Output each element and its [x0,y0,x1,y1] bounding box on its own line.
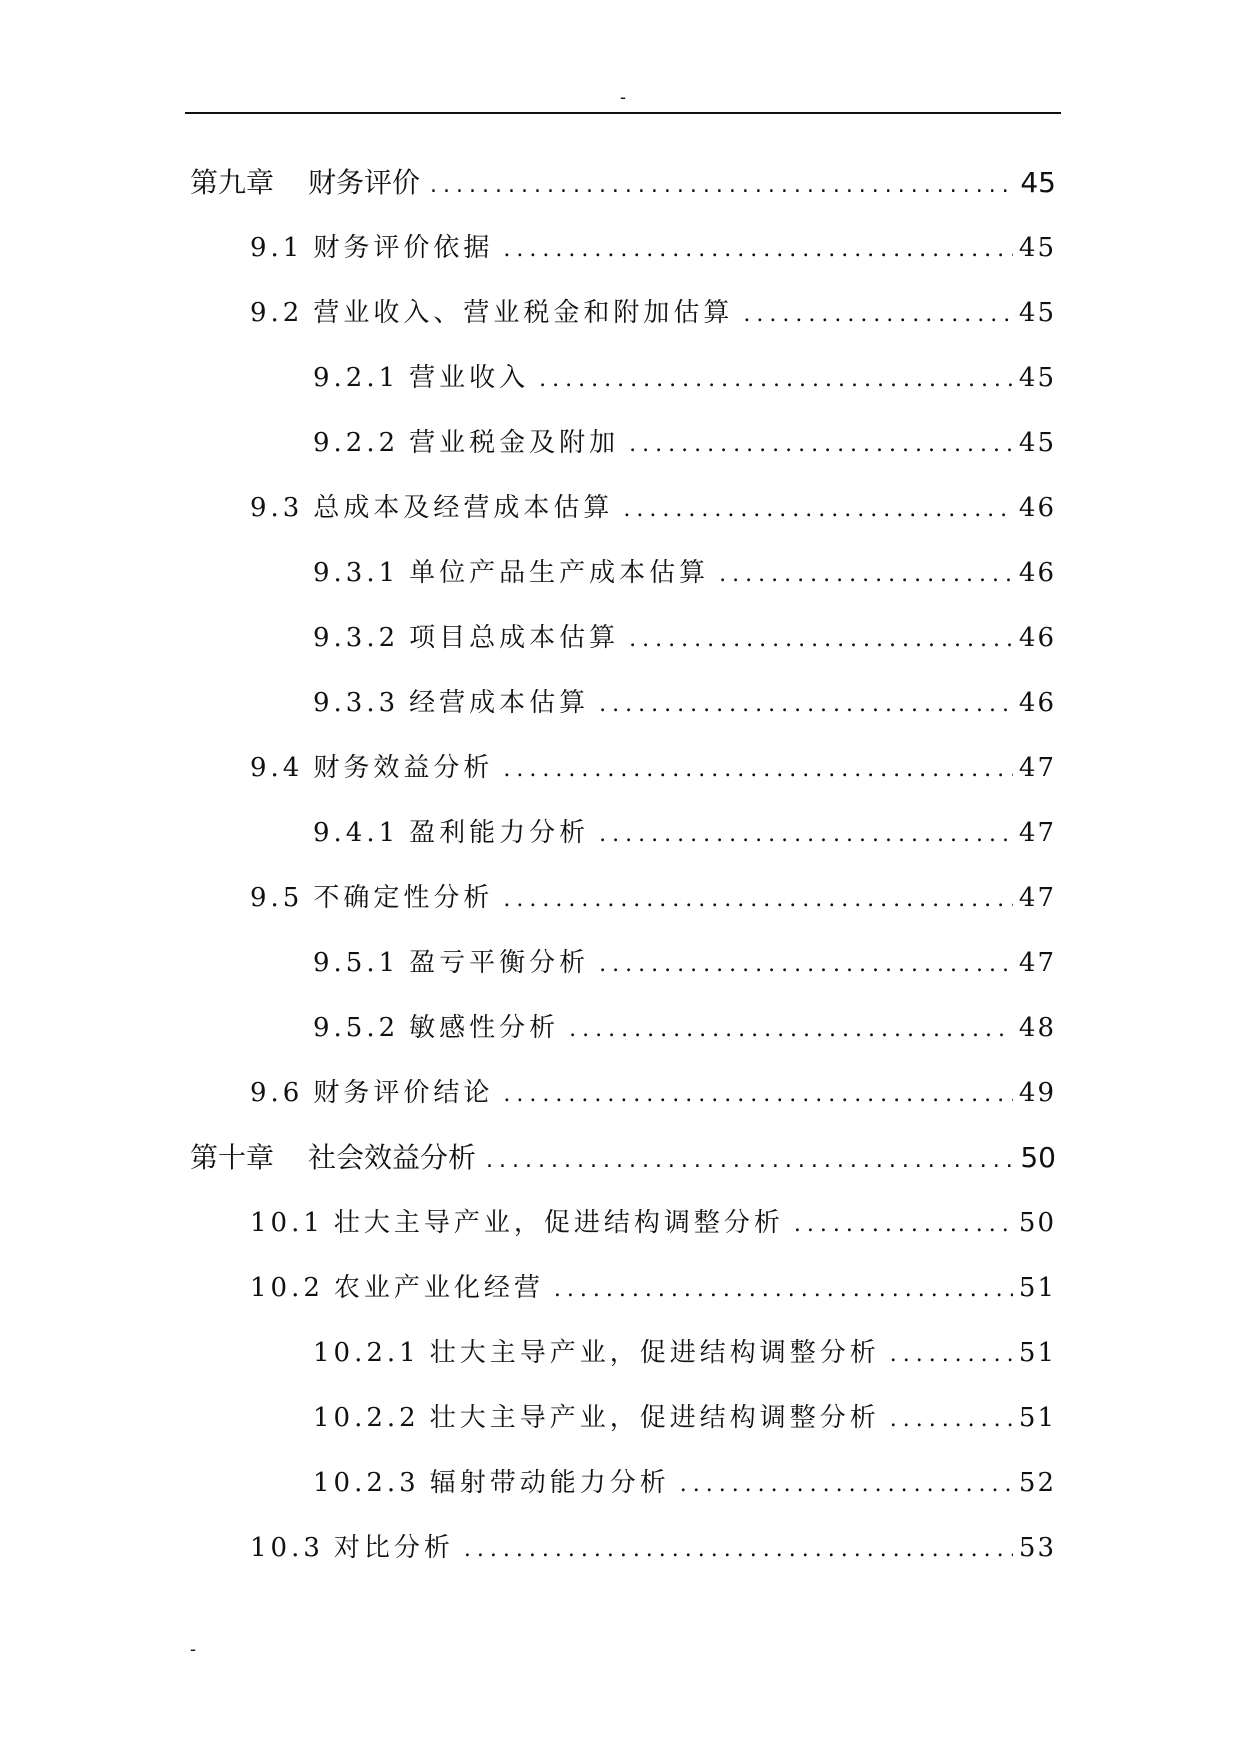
toc-leader-dots [623,488,1013,532]
toc-entry-number: 9.6 [250,1078,304,1108]
toc-leader-dots [890,1333,1013,1377]
toc-entry-page: 47 [1018,753,1056,783]
toc-leader-dots [503,878,1013,922]
toc-entry-title: 经营成本估算 [409,688,590,718]
toc-entry-9-5-2[interactable] [313,1006,1056,1050]
toc-entry-number: 9.4 [250,753,304,783]
toc-entry-9-3-2[interactable] [313,616,1056,660]
header-mark: - [620,87,626,107]
toc-entry-9-3-3[interactable] [313,681,1056,725]
toc-leader-dots [629,618,1013,662]
toc-entry-page: 50 [1020,1141,1056,1174]
toc-leader-dots [430,164,1014,208]
toc-entry-page: 51 [1018,1273,1056,1303]
toc-entry-10-2-1[interactable] [313,1331,1056,1375]
toc-entry-page: 52 [1018,1468,1056,1498]
toc-entry-page: 46 [1018,688,1056,718]
toc-entry-10-2-3[interactable] [313,1461,1056,1505]
toc-leader-dots [569,1008,1013,1052]
toc-leader-dots [554,1268,1013,1312]
toc-leader-dots [719,553,1013,597]
toc-entry-title: 总成本及经营成本估算 [313,493,614,523]
toc-entry-title: 单位产品生产成本估算 [409,558,710,588]
toc-entry-10-2-2[interactable] [313,1396,1056,1440]
toc-entry-number: 10.3 [250,1533,324,1563]
toc-entry-10-2[interactable] [250,1266,1056,1310]
toc-entry-number: 9.2 [250,298,304,328]
toc-entry-title: 对比分析 [333,1533,454,1563]
toc-entry-number: 10.2.3 [313,1468,420,1498]
toc-entry-page: 45 [1020,166,1056,199]
toc-entry-title: 农业产业化经营 [333,1273,544,1303]
toc-entry-9-4-1[interactable] [313,811,1056,855]
toc-entry-page: 46 [1018,493,1056,523]
toc-entry-9-2[interactable] [250,291,1056,335]
toc-entry-title: 财务效益分析 [313,753,494,783]
toc-entry-number: 10.2 [250,1273,324,1303]
toc-entry-title: 壮大主导产业，促进结构调整分析 [429,1403,880,1433]
toc-entry-title: 盈利能力分析 [409,818,590,848]
toc-entry-9-2-1[interactable] [313,356,1056,400]
toc-leader-dots [890,1398,1013,1442]
toc-entry-title: 社会效益分析 [308,1141,477,1174]
toc-entry-number: 9.3 [250,493,304,523]
toc-entry-number: 10.2.1 [313,1338,420,1368]
toc-entry-number: 10.1 [250,1208,324,1238]
toc-entry-page: 45 [1018,298,1056,328]
toc-leader-dots [503,228,1013,272]
toc-entry-9-5[interactable] [250,876,1056,920]
toc-entry-9-6[interactable] [250,1071,1056,1115]
toc-entry-title: 敏感性分析 [409,1013,560,1043]
toc-entry-page: 47 [1018,948,1056,978]
toc-entry-title: 营业税金及附加 [409,428,620,458]
toc-entry-number: 9.5 [250,883,304,913]
toc-entry-number: 9.5.2 [313,1013,400,1043]
toc-entry-10-3[interactable] [250,1526,1056,1570]
toc-leader-dots [794,1203,1013,1247]
toc-entry-9-5-1[interactable] [313,941,1056,985]
toc-entry-page: 46 [1018,558,1056,588]
toc-entry-number: 9.2.2 [313,428,400,458]
toc-entry-title: 项目总成本估算 [409,623,620,653]
toc-leader-dots [464,1528,1013,1572]
toc-leader-dots [599,813,1013,857]
toc-leader-dots [599,683,1013,727]
toc-entry-number: 9.4.1 [313,818,400,848]
toc-entry-page: 49 [1018,1078,1056,1108]
footer-mark: - [190,1639,196,1659]
toc-entry-number: 10.2.2 [313,1403,420,1433]
toc-entry-title: 营业收入 [409,363,530,393]
toc-entry-9-4[interactable] [250,746,1056,790]
toc-entry-number: 9.3.1 [313,558,400,588]
toc-entry-title: 盈亏平衡分析 [409,948,590,978]
toc-entry-page: 46 [1018,623,1056,653]
toc-leader-dots [503,1073,1013,1117]
toc-entry-number: 第九章 [190,166,275,199]
toc-entry-9-2-2[interactable] [313,421,1056,465]
toc-entry-chapter-10[interactable] [190,1136,1056,1180]
toc-entry-10-1[interactable] [250,1201,1056,1245]
toc-entry-9-1[interactable] [250,226,1056,270]
toc-entry-title: 壮大主导产业，促进结构调整分析 [333,1208,784,1238]
toc-entry-page: 45 [1018,363,1056,393]
toc-entry-page: 47 [1018,883,1056,913]
toc-entry-number: 9.3.3 [313,688,400,718]
toc-entry-title: 不确定性分析 [313,883,494,913]
toc-leader-dots [539,358,1013,402]
toc-entry-title: 财务评价 [308,166,421,199]
toc-entry-number: 第十章 [190,1141,275,1174]
toc-entry-title: 财务评价结论 [313,1078,494,1108]
toc-entry-chapter-9[interactable] [190,161,1056,205]
toc-entry-title: 财务评价依据 [313,233,494,263]
toc-entry-page: 45 [1018,428,1056,458]
toc-entry-page: 53 [1018,1533,1056,1563]
toc-leader-dots [680,1463,1013,1507]
toc-leader-dots [503,748,1013,792]
toc-entry-page: 47 [1018,818,1056,848]
toc-entry-9-3-1[interactable] [313,551,1056,595]
toc-leader-dots [629,423,1013,467]
toc-entry-page: 50 [1018,1208,1056,1238]
toc-leader-dots [743,293,1013,337]
toc-entry-title: 壮大主导产业，促进结构调整分析 [429,1338,880,1368]
toc-leader-dots [486,1139,1014,1183]
toc-entry-title: 营业收入、营业税金和附加估算 [313,298,734,328]
toc-entry-number: 9.1 [250,233,304,263]
toc-entry-title: 辐射带动能力分析 [429,1468,670,1498]
toc-entry-page: 51 [1018,1403,1056,1433]
toc-leader-dots [599,943,1013,987]
toc-entry-9-3[interactable] [250,486,1056,530]
toc-entry-page: 48 [1018,1013,1056,1043]
toc-entry-number: 9.3.2 [313,623,400,653]
toc-entry-page: 51 [1018,1338,1056,1368]
toc-entry-number: 9.2.1 [313,363,400,393]
toc-entry-number: 9.5.1 [313,948,400,978]
toc-entry-page: 45 [1018,233,1056,263]
